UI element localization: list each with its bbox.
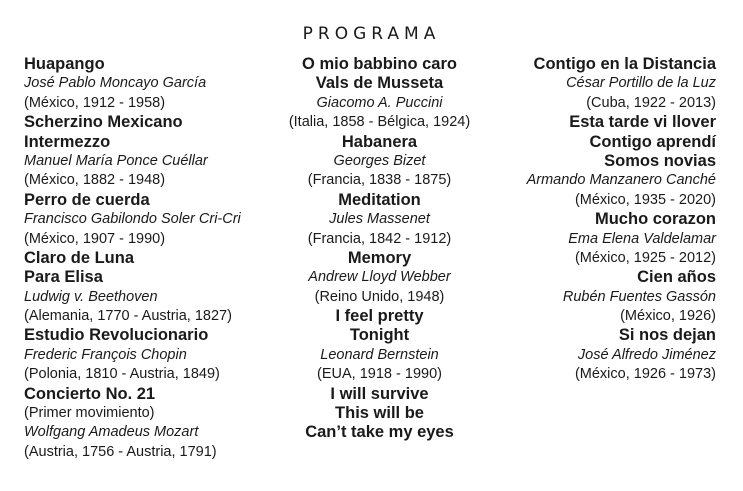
- composer-name: Ludwig v. Beethoven: [24, 288, 158, 305]
- composer-dates: (Polonia, 1810 - Austria, 1849): [24, 366, 220, 383]
- work-title: Meditation: [338, 190, 421, 209]
- composer-name: José Alfredo Jiménez: [577, 346, 716, 363]
- composer-dates: (Reino Unido, 1948): [314, 288, 445, 305]
- composer-dates: (México, 1912 - 1958): [24, 94, 166, 111]
- work-title: Mucho corazon: [594, 210, 716, 229]
- composer-name: Rubén Fuentes Gassón: [562, 288, 716, 305]
- work-title: Somos novias: [604, 151, 716, 170]
- composer-name: Georges Bizet: [333, 152, 426, 169]
- composer-name: César Portillo de la Luz: [566, 75, 716, 92]
- composer-dates: (Italia, 1858 - Bélgica, 1924): [288, 114, 471, 131]
- program-title: PROGRAMA: [302, 24, 441, 44]
- work-title: Intermezzo: [24, 132, 111, 151]
- composer-dates: (México, 1882 - 1948): [24, 172, 166, 189]
- composer-name: Armando Manzanero Canché: [526, 172, 716, 189]
- program-column-right: [470, 55, 716, 385]
- work-title: Memory: [347, 248, 412, 267]
- composer-dates: (Austria, 1756 - Austria, 1791): [24, 443, 217, 460]
- work-title: Si nos dejan: [618, 326, 716, 345]
- composer-dates: (Cuba, 1922 - 2013): [586, 94, 716, 111]
- work-title: Tonight: [349, 326, 410, 345]
- composer-name: Ema Elena Valdelamar: [568, 230, 716, 247]
- composer-dates: (EUA, 1918 - 1990): [317, 366, 442, 383]
- composer-name: Jules Massenet: [329, 211, 430, 228]
- work-title: Cien años: [637, 268, 716, 287]
- work-title: I feel pretty: [335, 307, 424, 326]
- composer-dates: (México, 1926 - 1973): [574, 366, 716, 383]
- work-title: Concierto No. 21: [24, 384, 156, 403]
- composer-dates: (Primer movimiento): [24, 405, 155, 422]
- work-title: Vals de Musseta: [315, 74, 444, 93]
- composer-name: Leonard Bernstein: [320, 346, 439, 363]
- work-title: Huapango: [24, 55, 105, 73]
- work-title: Estudio Revolucionario: [24, 326, 209, 345]
- program-column-center: [258, 55, 501, 443]
- program-column-left: [24, 55, 274, 462]
- work-title: Esta tarde vi llover: [569, 113, 716, 132]
- work-title: Para Elisa: [24, 268, 103, 287]
- composer-name: Andrew Lloyd Webber: [308, 269, 451, 286]
- work-title: Perro de cuerda: [24, 190, 150, 209]
- composer-dates: (Francia, 1838 - 1875): [307, 172, 452, 189]
- composer-dates: (México, 1926): [620, 308, 716, 325]
- composer-dates: (México, 1925 - 2012): [574, 249, 716, 266]
- composer-name: Frederic François Chopin: [24, 346, 187, 363]
- work-title: I will survive: [330, 384, 429, 403]
- composer-dates: (Alemania, 1770 - Austria, 1827): [24, 308, 232, 325]
- work-title: Habanera: [341, 132, 418, 151]
- work-title: Contigo aprendí: [589, 132, 716, 151]
- work-title: This will be: [335, 404, 424, 423]
- composer-dates: (México, 1935 - 2020): [574, 191, 716, 208]
- composer-dates: (Francia, 1842 - 1912): [307, 230, 452, 247]
- work-title: Claro de Luna: [24, 248, 135, 267]
- composer-name: Wolfgang Amadeus Mozart: [24, 424, 199, 441]
- work-title: Scherzino Mexicano: [24, 113, 183, 132]
- work-title: Contigo en la Distancia: [533, 55, 716, 73]
- composer-name: Manuel María Ponce Cuéllar: [24, 152, 208, 169]
- composer-name: Francisco Gabilondo Soler Cri-Cri: [24, 211, 241, 228]
- work-title: O mio babbino caro: [302, 55, 457, 73]
- composer-name: José Pablo Moncayo García: [24, 75, 207, 92]
- work-title: Can’t take my eyes: [305, 423, 454, 442]
- composer-name: Giacomo A. Puccini: [316, 94, 443, 111]
- composer-dates: (México, 1907 - 1990): [24, 230, 166, 247]
